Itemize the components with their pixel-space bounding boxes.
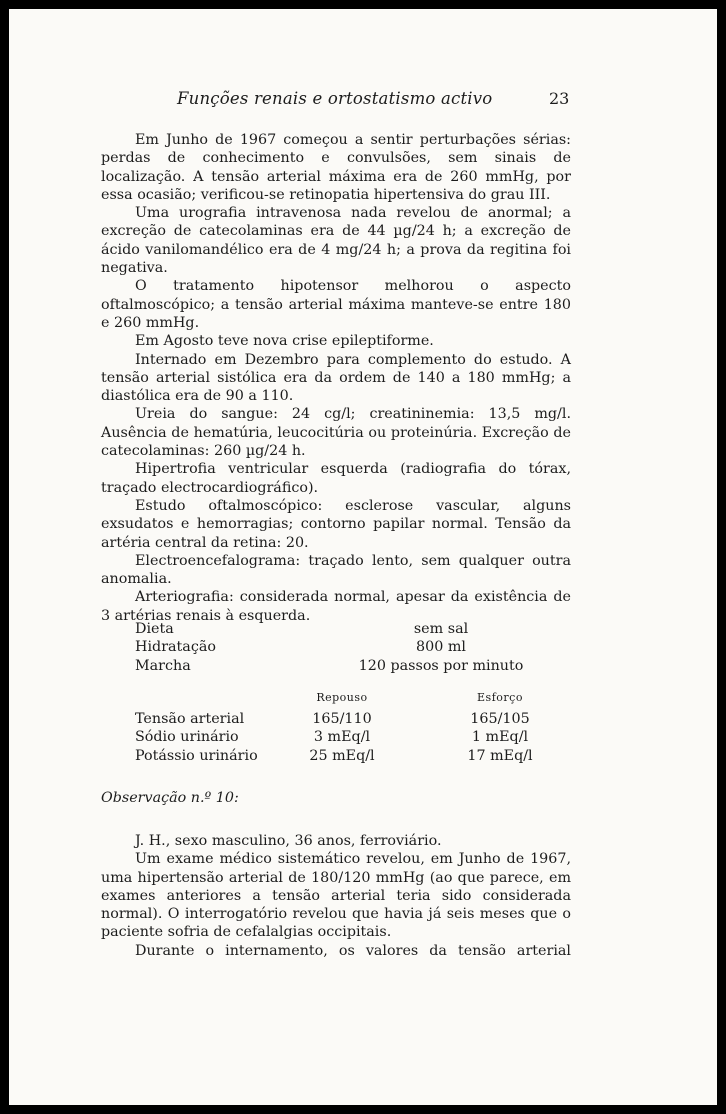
paragraph: O tratamento hipotensor melhorou o aspecto oftalmoscópico; a tensão arterial máxima manteve-se entre 180 e 260 mmHg. (101, 278, 571, 331)
result-label: Tensão arterial (135, 711, 245, 727)
header-esforco: Esforço (477, 691, 523, 704)
paragraph: Ureia do sangue: 24 cg/l; creatininemia: 13,5 mg/l. Ausência de hematúria, leucocitúria ou proteinúria. Excreção de catecolaminas: 260 µg/24 h. (101, 406, 571, 460)
case-history-text (101, 131, 571, 625)
results-table (101, 691, 571, 765)
conditions-table (101, 620, 571, 675)
table-row (101, 710, 571, 728)
condition-label: Dieta (135, 621, 174, 637)
result-repouso: 25 mEq/l (309, 747, 375, 764)
table-row (101, 620, 571, 638)
book-page (9, 9, 717, 1105)
header-repouso: Repouso (316, 691, 368, 704)
paragraph: Durante o internamento, os valores da tensão arterial (135, 942, 571, 959)
result-esforco: 1 mEq/l (471, 729, 529, 746)
paragraph: Em Junho de 1967 começou a sentir perturbações sérias: perdas de conhecimento e convulsões, sem sinais de localização. A tensão arterial máxima era de 260 mmHg, por essa ocasião; verificou-se retinopatia hipertensiva do grau III. (101, 132, 571, 203)
condition-label: Hidratação (135, 639, 216, 656)
paragraph: Electroencefalograma: traçado lento, sem qualquer outra anomalia. (101, 552, 571, 588)
result-repouso: 165/110 (312, 711, 372, 727)
condition-value: 120 passos por minuto (358, 657, 524, 674)
paragraph: Em Agosto teve nova crise epileptiforme. (135, 333, 434, 350)
paragraph: Um exame médico sistemático revelou, em Junho de 1967, uma hipertensão arterial de 180/120 mmHg (ao que parece, em exames anteriores a tensão arterial teria sido considerada normal). O interrogatório revelou que havia já seis meses que o paciente sofria de cefalalgias occipitais. (101, 851, 571, 941)
result-repouso: 3 mEq/l (313, 729, 371, 746)
results-table-header (101, 691, 571, 710)
table-row (101, 747, 571, 765)
paragraph: Arteriografia: considerada normal, apesar da existência de 3 artérias renais à esquerda. (101, 589, 571, 624)
paragraph: Estudo oftalmoscópico: esclerose vascular, alguns exsudatos e hemorragias; contorno papilar normal. Tensão da artéria central da retina: 20. (101, 497, 571, 551)
condition-value: sem sal (413, 621, 469, 637)
page-number: 23 (549, 89, 570, 108)
paragraph: Uma urografia intravenosa nada revelou de anormal; a excreção de catecolaminas era de 44 µg/24 h; a excreção de ácido vanilomandélico era de 4 mg/24 h; a prova da regitina foi negativa. (101, 205, 571, 277)
observation-text (101, 832, 571, 960)
result-esforco: 17 mEq/l (467, 747, 533, 764)
running-title: Funções renais e ortostatismo activo (177, 89, 493, 108)
paragraph: Hipertrofia ventricular esquerda (radiografia do tórax, traçado electrocardiográfico). (101, 461, 571, 496)
table-row (101, 638, 571, 656)
paragraph: Internado em Dezembro para complemento do estudo. A tensão arterial sistólica era da ordem de 140 a 180 mmHg; a diastólica era de 90 a 110. (101, 351, 571, 405)
paragraph: J. H., sexo masculino, 36 anos, ferroviário. (135, 833, 442, 849)
table-row (101, 728, 571, 746)
condition-label: Marcha (135, 657, 191, 674)
condition-value: 800 ml (416, 639, 466, 656)
result-esforco: 165/105 (470, 711, 530, 727)
result-label: Potássio urinário (135, 747, 258, 764)
result-label: Sódio urinário (135, 729, 239, 746)
table-row (101, 657, 571, 675)
observation-title: Observação n.º 10: (101, 790, 239, 806)
